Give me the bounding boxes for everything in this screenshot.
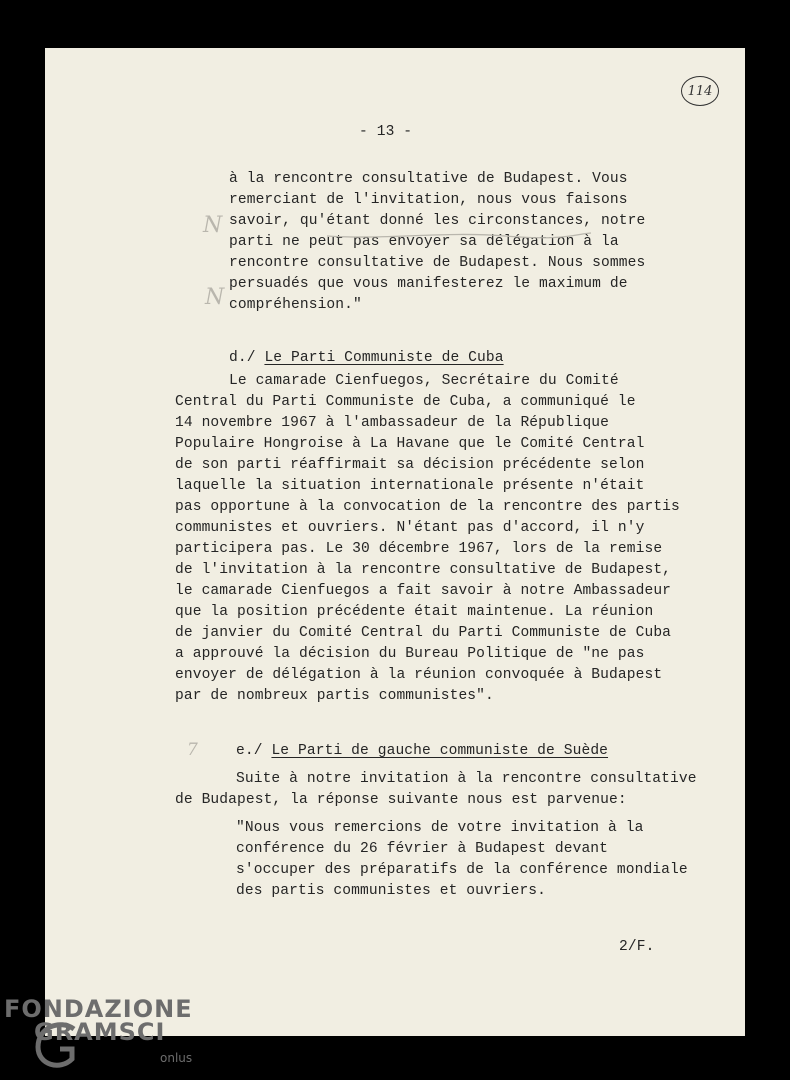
margin-pencil-mark: 7 — [187, 740, 198, 760]
watermark-line-2: GRAMSCI — [34, 1018, 166, 1046]
text-line: laquelle la situation internationale présente n'était — [175, 478, 645, 494]
text-line: de l'invitation à la rencontre consultative de Budapest, — [175, 562, 672, 578]
archive-number-stamp — [681, 76, 719, 106]
text-line: Suite à notre invitation à la rencontre consultative — [236, 771, 697, 787]
footer-reference: 2/F. — [619, 939, 655, 955]
text-line: communistes et ouvriers. N'étant pas d'accord, il n'y — [175, 520, 645, 536]
text-line: remerciant de l'invitation, nous vous faisons — [229, 192, 628, 208]
text-line: participera pas. Le 30 décembre 1967, lors de la remise — [175, 541, 663, 557]
text-line: persuadés que vous manifesterez le maximum de — [229, 276, 628, 292]
quote-line: conférence du 26 février à Budapest devant — [236, 841, 609, 857]
quote-line: des partis communistes et ouvriers. — [236, 883, 547, 899]
text-line: à la rencontre consultative de Budapest. Vous — [229, 171, 628, 187]
gramsci-logo-icon — [30, 1017, 88, 1075]
quote-line: "Nous vous remercions de votre invitation à la — [236, 820, 644, 836]
margin-pencil-mark: N — [203, 213, 223, 238]
watermark-line-1: FONDAZIONE — [4, 995, 193, 1023]
text-line: Central du Parti Communiste de Cuba, a communiqué le — [175, 394, 636, 410]
text-line: de janvier du Comité Central du Parti Communiste de Cuba — [175, 625, 672, 641]
pencil-underline — [325, 228, 595, 242]
text-line: pas opportune à la convocation de la rencontre des partis — [175, 499, 680, 515]
text-line: a approuvé la décision du Bureau Politique de "ne pas — [175, 646, 645, 662]
text-line: de Budapest, la réponse suivante nous est parvenue: — [175, 792, 627, 808]
text-line: Le camarade Cienfuegos, Secrétaire du Comité — [229, 373, 619, 389]
section-label: e./ — [236, 743, 263, 759]
text-line: parti ne peut pas envoyer sa délégation à la — [229, 234, 619, 250]
text-line: Populaire Hongroise à La Havane que le Comité Central — [175, 436, 645, 452]
watermark-suffix: onlus — [160, 1051, 193, 1065]
text-line: rencontre consultative de Budapest. Nous sommes — [229, 255, 646, 271]
fondazione-gramsci-watermark — [4, 993, 204, 1078]
text-line: que la position précédente était maintenue. La réunion — [175, 604, 654, 620]
page-number: - 13 - — [359, 124, 413, 140]
quote-line: s'occuper des préparatifs de la conférence mondiale — [236, 862, 688, 878]
text-line: le camarade Cienfuegos a fait savoir à notre Ambassadeur — [175, 583, 672, 599]
section-e-title — [236, 744, 608, 759]
text-line: de son parti réaffirmait sa décision précédente selon — [175, 457, 645, 473]
text-line: par de nombreux partis communistes". — [175, 688, 494, 704]
archive-number: 114 — [687, 83, 713, 99]
section-heading: Le Parti de gauche communiste de Suède — [271, 743, 609, 759]
document-page — [45, 48, 745, 1036]
text-line: compréhension." — [229, 297, 362, 313]
text-line: savoir, qu'étant donné les circonstances, notre — [229, 213, 646, 229]
margin-pencil-mark: N — [205, 285, 225, 310]
section-d-title — [229, 351, 504, 366]
section-heading: Le Parti Communiste de Cuba — [264, 350, 504, 366]
text-line: envoyer de délégation à la réunion convoquée à Budapest — [175, 667, 663, 683]
section-label: d./ — [229, 350, 256, 366]
text-line: 14 novembre 1967 à l'ambassadeur de la République — [175, 415, 610, 431]
